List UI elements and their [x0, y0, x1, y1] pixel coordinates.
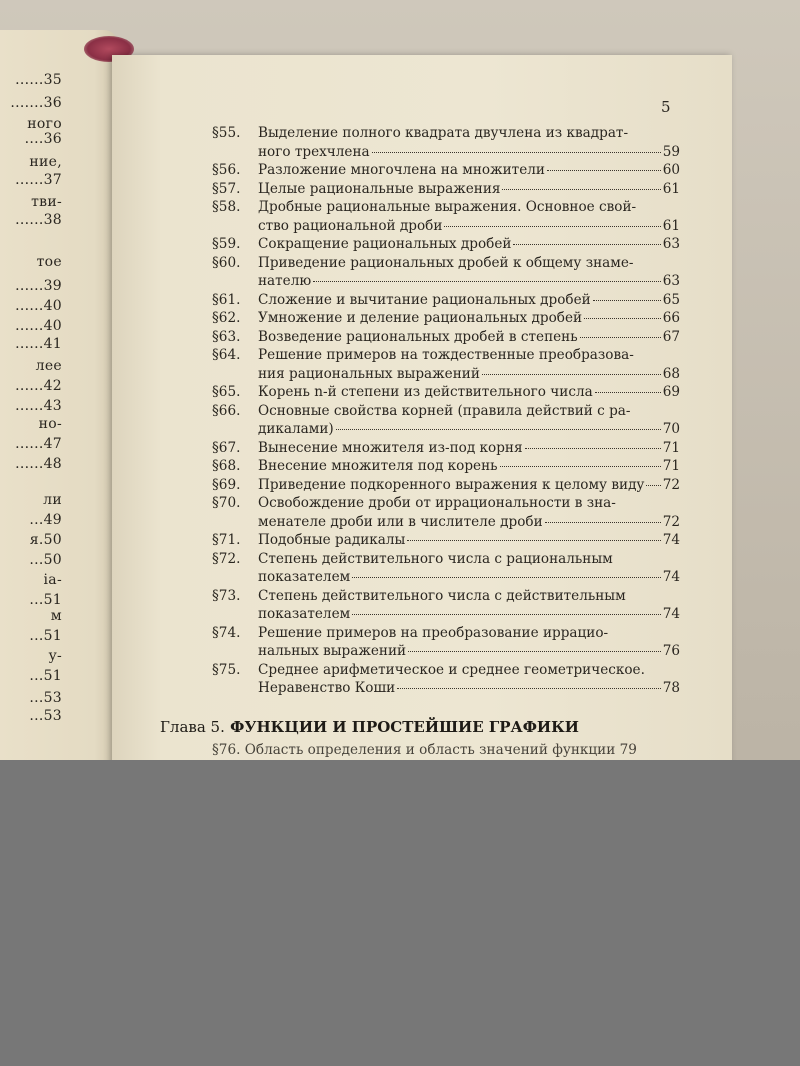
page-ref: 61 — [662, 180, 680, 197]
toc-entry — [212, 161, 680, 180]
toc-entry — [212, 309, 680, 328]
toc-entry — [212, 587, 680, 624]
left-page-line: ......48 — [15, 456, 62, 472]
left-page-line: ...51 — [29, 628, 62, 644]
entry-title: ного трехчлена — [258, 143, 370, 160]
page-ref: 67 — [662, 328, 680, 345]
section-number: §61. — [212, 291, 241, 308]
entry-text-line: Решение примеров на тождественные преобразова- — [258, 347, 634, 363]
dot-leader — [352, 577, 661, 578]
page-ref: 76 — [662, 643, 680, 659]
entry-title: Приведение подкоренного выражения к целому виду — [258, 476, 645, 493]
entry-title: Корень n-й степени из действительного числа — [258, 384, 593, 400]
toc-entry — [212, 124, 680, 161]
section-number: §69. — [212, 476, 241, 493]
toc-entry — [212, 457, 680, 476]
entry-title: показателем — [258, 569, 351, 585]
left-page-line: y- — [48, 648, 62, 664]
left-page-line: ...53 — [29, 690, 62, 706]
page-ref: 74 — [662, 532, 680, 548]
toc-entry — [212, 198, 680, 235]
dot-leader — [545, 522, 661, 523]
left-page-line: ...53 — [29, 708, 62, 724]
page-ref: 60 — [662, 162, 680, 178]
grey-area — [0, 760, 800, 1066]
left-page-line: ......39 — [15, 278, 62, 294]
entry-title: нателю — [258, 273, 312, 289]
entry-title: Разложение многочлена на множители — [258, 162, 545, 178]
page-ref: 72 — [662, 476, 680, 493]
toc-entry — [212, 383, 680, 402]
toc-entry — [212, 661, 680, 698]
page-ref: 69 — [662, 384, 680, 400]
entry-text-line: Приведение рациональных дробей к общему знаме- — [258, 254, 634, 271]
page-ref: 74 — [662, 569, 680, 585]
left-page-line: ......38 — [15, 212, 62, 228]
left-page-line: ......47 — [15, 436, 62, 452]
dot-leader — [500, 466, 661, 467]
page-ref: 63 — [662, 273, 680, 289]
left-page-line: ......42 — [15, 378, 62, 394]
toc-entry — [212, 624, 680, 661]
left-page-line: ....36 — [24, 131, 62, 147]
left-page-line: ...49 — [29, 512, 62, 528]
left-page — [0, 30, 118, 770]
entry-title: Умножение и деление рациональных дробей — [258, 310, 583, 326]
toc-entry — [212, 180, 680, 199]
dot-leader — [313, 281, 660, 282]
left-page-line: ......40 — [15, 298, 62, 314]
left-page-line: лее — [35, 358, 62, 374]
entry-title: ния рациональных выражений — [258, 365, 480, 382]
section-number: §68. — [212, 458, 241, 474]
dot-leader — [584, 318, 661, 319]
page-ref: 71 — [662, 439, 680, 456]
page-ref: 66 — [662, 310, 680, 326]
entry-title: Целые рациональные выражения — [258, 180, 501, 197]
toc-entry — [212, 254, 680, 291]
left-page-line: но- — [38, 416, 62, 432]
page-ref: 61 — [662, 217, 680, 234]
dot-leader — [407, 540, 660, 541]
section-number: §67. — [212, 439, 241, 456]
section-number: §70. — [212, 495, 241, 511]
dot-leader — [593, 300, 661, 301]
dot-leader — [397, 688, 661, 689]
toc-entry — [212, 550, 680, 587]
dot-leader — [547, 170, 661, 171]
left-page-line: .......36 — [10, 95, 62, 111]
section-number: §74. — [212, 624, 241, 641]
toc-entry — [212, 402, 680, 439]
page-ref: 78 — [662, 680, 680, 696]
dot-leader — [595, 392, 661, 393]
left-page-line: ли — [43, 492, 62, 508]
entry-title: ство рациональной дроби — [258, 217, 443, 234]
left-page-line: ia- — [43, 572, 62, 588]
page-ref: 72 — [662, 513, 680, 530]
left-page-line: тое — [36, 254, 62, 270]
entry-text-line: Освобождение дроби от иррациональности в зна- — [258, 495, 616, 511]
toc-entry — [212, 476, 680, 495]
left-page-line: ......43 — [15, 398, 62, 414]
section-number: §71. — [212, 532, 241, 548]
page-ref: 63 — [662, 236, 680, 252]
section-number: §55. — [212, 125, 241, 141]
toc-entry — [212, 235, 680, 254]
section-number: §59. — [212, 236, 241, 252]
dot-leader — [580, 337, 661, 338]
page-ref: 68 — [662, 365, 680, 382]
dot-leader — [482, 374, 661, 375]
left-page-line: м — [50, 608, 62, 624]
section-number: §64. — [212, 347, 241, 363]
entry-text-line: Степень действительного числа с действительным — [258, 587, 626, 604]
page-ref: 74 — [662, 606, 680, 622]
entry-text-line: Решение примеров на преобразование иррацио- — [258, 624, 609, 641]
dot-leader — [372, 152, 661, 153]
dot-leader — [525, 448, 661, 449]
entry-title: нальных выражений — [258, 643, 407, 659]
dot-leader — [502, 189, 660, 190]
left-page-line: ...51 — [29, 592, 62, 608]
partial-toc-line: §76. Область определения и область значений функции 79 — [212, 742, 637, 758]
dot-leader — [444, 226, 660, 227]
section-number: §58. — [212, 199, 241, 215]
entry-title: Вынесение множителя из-под корня — [258, 439, 523, 456]
toc-entry — [212, 291, 680, 310]
entry-text-line: Выделение полного квадрата двучлена из квадрат- — [258, 125, 629, 141]
table-of-contents — [212, 124, 680, 698]
entry-title: Внесение множителя под корень — [258, 458, 498, 474]
left-page-line: ......40 — [15, 318, 62, 334]
toc-entry — [212, 328, 680, 347]
left-page-line: ние, — [29, 154, 62, 170]
left-page-line: ...50 — [29, 552, 62, 568]
entry-text-line: Среднее арифметическое и среднее геометрическое. — [258, 661, 645, 678]
section-number: §63. — [212, 328, 241, 345]
entry-title: Сложение и вычитание рациональных дробей — [258, 291, 591, 308]
section-number: §56. — [212, 162, 241, 178]
section-number: §75. — [212, 661, 241, 678]
dot-leader — [513, 244, 660, 245]
chapter-heading — [160, 718, 579, 736]
section-number: §72. — [212, 550, 241, 567]
entry-title: Неравенство Коши — [258, 680, 396, 696]
entry-text-line: Основные свойства корней (правила действий с ра- — [258, 402, 631, 419]
entry-title: Подобные радикалы — [258, 532, 406, 548]
entry-title: показателем — [258, 606, 351, 622]
dot-leader — [646, 485, 660, 486]
chapter-label: Глава 5. — [160, 718, 225, 736]
left-page-line: я.50 — [29, 532, 62, 548]
toc-entry — [212, 346, 680, 383]
left-page-line: ......41 — [15, 336, 62, 352]
dot-leader — [336, 429, 661, 430]
entry-title: дикалами) — [258, 421, 334, 437]
section-number: §73. — [212, 587, 241, 604]
page-ref: 71 — [662, 458, 680, 474]
page-ref: 59 — [662, 143, 680, 160]
entry-title: менателе дроби или в числителе дроби — [258, 513, 543, 530]
toc-entry — [212, 531, 680, 550]
left-page-line: тви- — [31, 194, 62, 210]
left-page-line: ......35 — [15, 72, 62, 88]
page-ref: 70 — [662, 421, 680, 437]
entry-text-line: Степень действительного числа с рациональным — [258, 550, 613, 567]
entry-title: Возведение рациональных дробей в степень — [258, 328, 578, 345]
section-number: §62. — [212, 310, 241, 326]
section-number: §65. — [212, 384, 241, 400]
left-page-line: ного — [27, 116, 62, 132]
chapter-title: ФУНКЦИИ И ПРОСТЕЙШИЕ ГРАФИКИ — [230, 718, 579, 736]
page-ref: 65 — [662, 291, 680, 308]
section-number: §57. — [212, 180, 241, 197]
entry-text-line: Дробные рациональные выражения. Основное свой- — [258, 199, 637, 215]
entry-title: Сокращение рациональных дробей — [258, 236, 512, 252]
page-number: 5 — [661, 98, 671, 116]
left-page-line: ...51 — [29, 668, 62, 684]
dot-leader — [408, 651, 661, 652]
toc-entry — [212, 494, 680, 531]
section-number: §60. — [212, 254, 241, 271]
section-number: §66. — [212, 402, 241, 419]
toc-entry — [212, 439, 680, 458]
left-page-line: ......37 — [15, 172, 62, 188]
dot-leader — [352, 614, 661, 615]
